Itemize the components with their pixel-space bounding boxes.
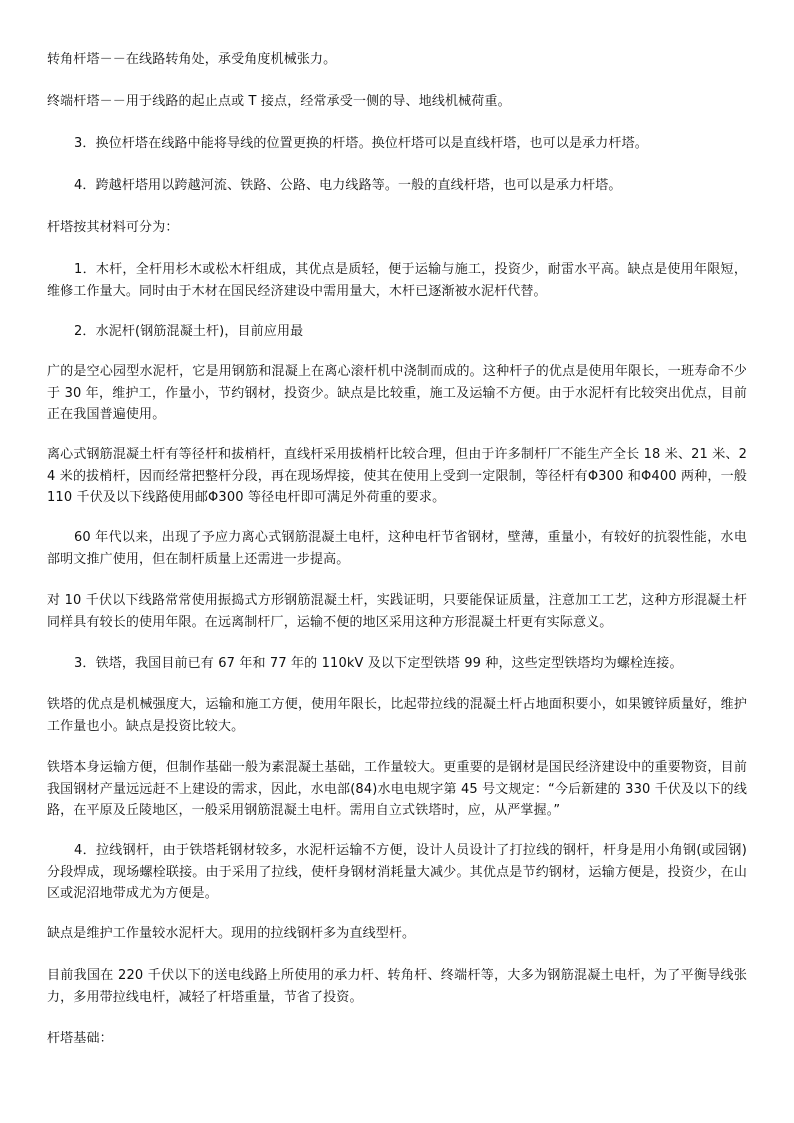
paragraph-corner-tower: 转角杆塔－－在线路转角处，承受角度机械张力。 bbox=[47, 52, 337, 67]
paragraph-hollow-pole: 广的是空心园型水泥杆，它是用钢筋和混凝上在离心滚杆机中浇制而成的。这种杆子的优点是使用年限长，一班寿命不少于 30 年，维护工，作量小，节约钢材，投资少。缺点是比较重，施工及运输不方便。由于水泥杆有比较突出优点，目前正在我国普遍使用。 bbox=[47, 364, 747, 422]
paragraph-iron-tower: 3．铁塔，我国目前已有 67 年和 77 年的 110kV 及以下定型铁塔 99 种，这些定型铁塔均为螺栓连接。 bbox=[74, 656, 683, 671]
paragraph-current-usage: 目前我国在 220 千伏以下的送电线路上所使用的承力杆、转角杆、终端杆等，大多为钢筋混凝土电杆，为了平衡导线张力，多用带拉线电杆，减轻了杆塔重量，节省了投资。 bbox=[47, 968, 747, 1005]
paragraph-guyed-steel-pole: 4．拉线钢杆，由于铁塔耗钢材较多，水泥杆运输不方便，设计人员设计了打拉线的钢杆，杆身是用小角钢(或园钢)分段焊成，现场螺栓联接。由于采用了拉线，使杆身钢材消耗量大减少。其优点是节约钢材，运输方便是，投资少，在山区或泥沼地带成尤为方便是。 bbox=[47, 843, 747, 901]
paragraph-iron-tower-steel: 铁塔本身运输方便，但制作基础一般为素混凝土基础，工作量较大。更重要的是钢材是国民经济建设中的重要物资，目前我国钢材产量远远赶不上建设的需求，因此，水电部(84)水电电规字第 45 号文规定：“今后新建的 330 千伏及以下的线路，在平原及丘陵地区，一般采用钢筋混凝土电杆。需用自立式铁塔时，应，从严掌握。” bbox=[47, 760, 747, 818]
paragraph-crossing-tower: 4．跨越杆塔用以跨越河流、铁路、公路、电力线路等。一般的直线杆塔，也可以是承力杆塔。 bbox=[74, 178, 622, 193]
paragraph-terminal-tower: 终端杆塔－－用于线路的起止点或 T 接点，经常承受一侧的导、地线机械荷重。 bbox=[47, 94, 511, 109]
paragraph-square-pole: 对 10 千伏以下线路常常使用振捣式方形钢筋混凝土杆，实践证明，只要能保证质量，注意加工工艺，这种方形混凝土杆同样具有较长的使用年限。在远离制杆厂，运输不便的地区采用这种方形混凝土杆更有实际意义。 bbox=[47, 593, 747, 630]
paragraph-transposition-tower: 3．换位杆塔在线路中能将导线的位置更换的杆塔。换位杆塔可以是直线杆塔，也可以是承力杆塔。 bbox=[74, 136, 648, 151]
paragraph-centrifugal-pole: 离心式钢筋混凝土杆有等径杆和拔梢杆，直线杆采用拔梢杆比较合理，但由于许多制杆厂不能生产全长 18 米、21 米、24 米的拔梢杆，因而经常把整杆分段，再在现场焊接，使其在使用上受到一定限制，等径杆有Φ300 和Φ400 两种，一般 110 千伏及以下线路使用邮Φ300 等径电杆即可满足外荷重的要求。 bbox=[47, 447, 747, 505]
paragraph-prestressed-pole: 60 年代以来，出现了予应力离心式钢筋混凝土电杆，这种电杆节省钢材，壁薄，重量小，有较好的抗裂性能，水电部明文推广使用，但在制杆质量上还需进一步提高。 bbox=[47, 530, 747, 567]
paragraph-iron-tower-advantages: 铁塔的优点是机械强度大，运输和施工方便，使用年限长，比起带拉线的混凝土杆占地面积要小，如果镀锌质量好，维护工作量也小。缺点是投资比较大。 bbox=[47, 697, 747, 734]
paragraph-guyed-drawback: 缺点是维护工作量较水泥杆大。现用的拉线钢杆多为直线型杆。 bbox=[47, 926, 416, 941]
paragraph-material-heading: 杆塔按其材料可分为： bbox=[47, 220, 179, 235]
paragraph-wood-pole: 1．木杆，全杆用杉木或松木杆组成，其优点是质轻，便于运输与施工，投资少，耐雷水平高。缺点是使用年限短，维修工作量大。同时由于木材在国民经济建设中需用量大，木杆已逐渐被水泥杆代替。 bbox=[47, 262, 747, 299]
paragraph-concrete-pole-intro: 2．水泥杆(钢筋混凝土杆)，目前应用最 bbox=[74, 324, 304, 339]
paragraph-foundation-heading: 杆塔基础： bbox=[47, 1031, 113, 1046]
